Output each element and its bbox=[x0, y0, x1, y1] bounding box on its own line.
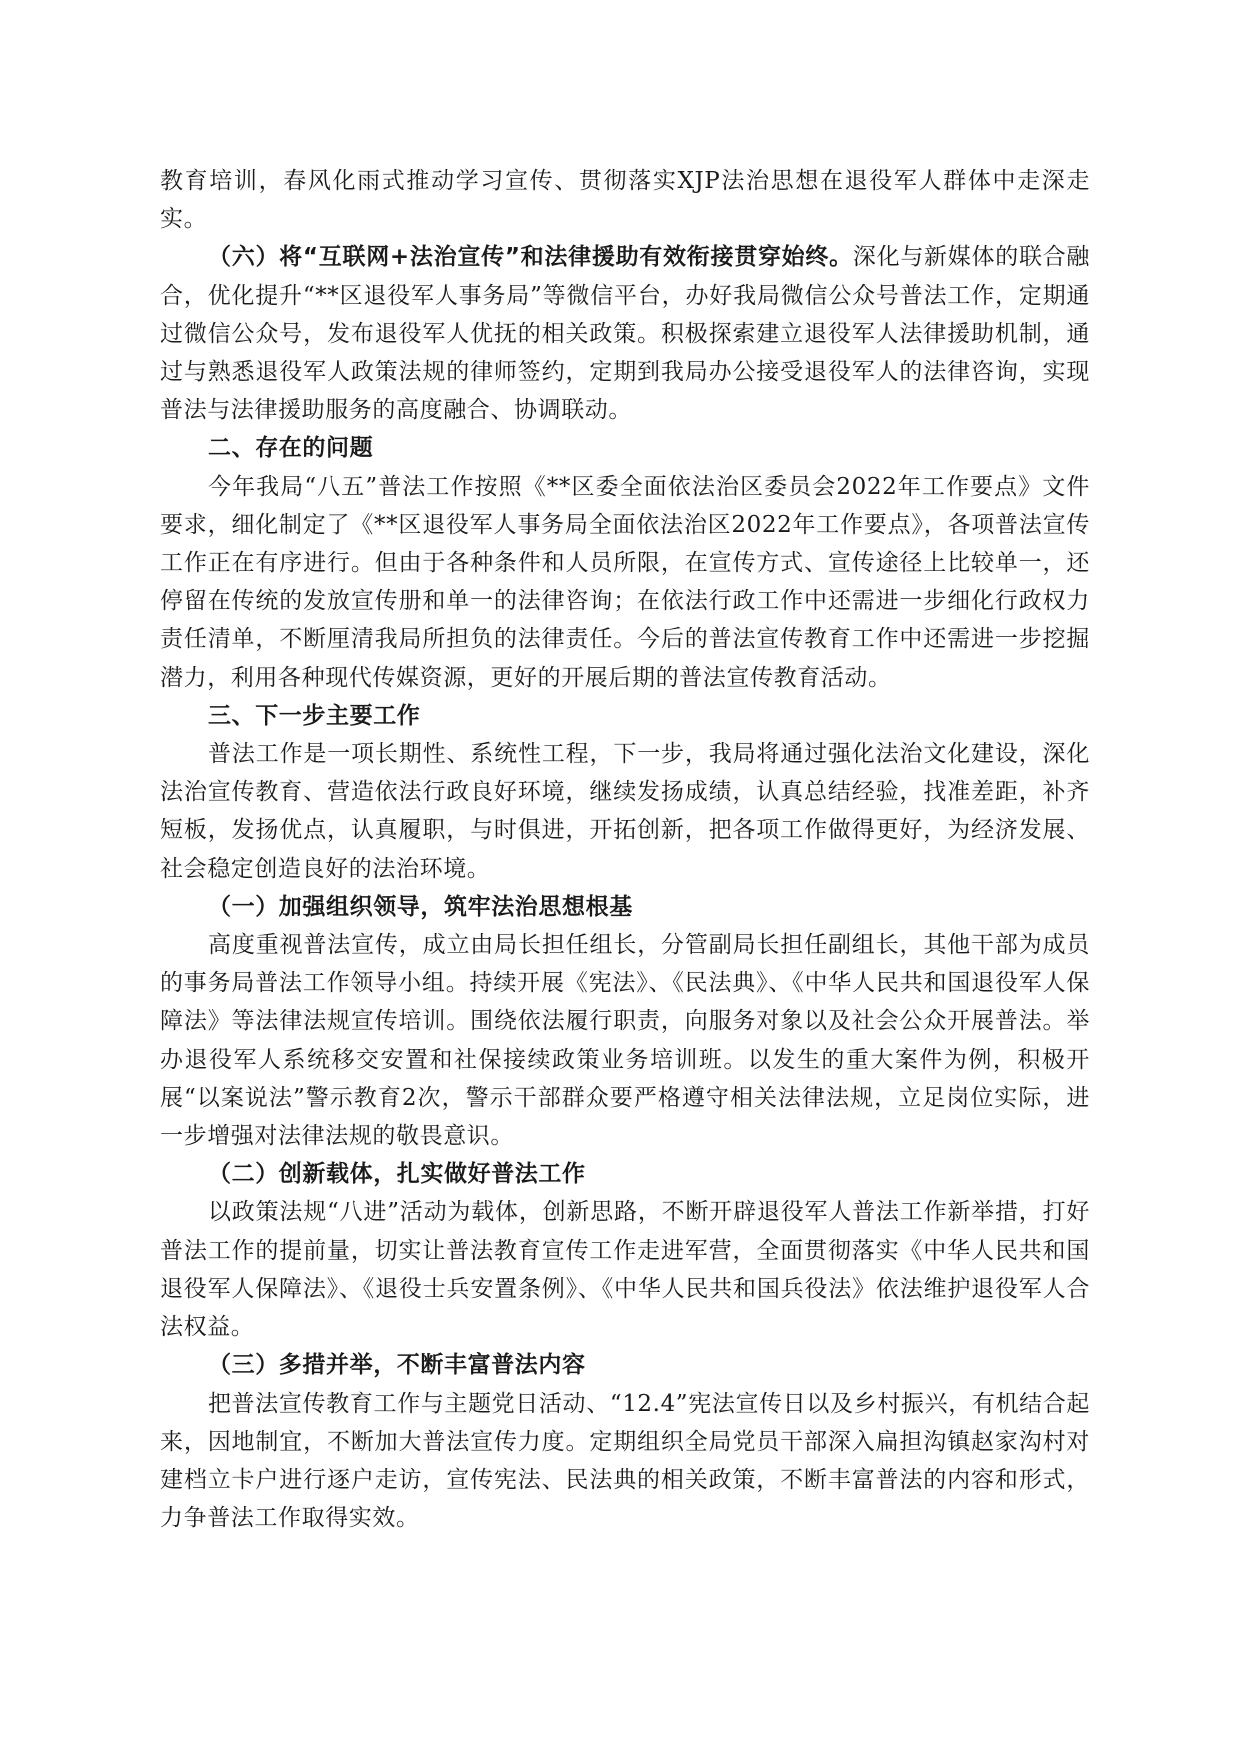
item-six-lead: （六）将“互联网+法治宣传”和法律援助有效衔接贯穿始终。 bbox=[208, 244, 853, 271]
sub-two-paragraph: 以政策法规“八进”活动为载体，创新思路，不断开辟退役军人普法工作新举措，打好普法工作的提前量，切实让普法教育宣传工作走进军营，全面贯彻落实《中华人民共和国退役军人保障法》、《退役士兵安置条例》、《中华人民共和国兵役法》依法维护退役军人合法权益。 bbox=[160, 1199, 1090, 1341]
document-page bbox=[160, 162, 1090, 1537]
item-six-body: 深化与新媒体的联合融合，优化提升“**区退役军人事务局”等微信平台，办好我局微信公众号普法工作，定期通过微信公众号，发布退役军人优抚的相关政策。积极探索建立退役军人法律援助机制，通过与熟悉退役军人政策法规的律师签约，定期到我局办公接受退役军人的法律咨询，实现普法与法律援助服务的高度融合、协调联动。 bbox=[160, 244, 1090, 424]
continued-paragraph: 教育培训，春风化雨式推动学习宣传、贯彻落实XJP法治思想在退役军人群体中走深走实。 bbox=[160, 168, 1090, 233]
item-six-paragraph bbox=[160, 238, 1090, 429]
section-two-paragraph: 今年我局“八五”普法工作按照《**区委全面依法治区委员会2022年工作要点》文件要求，细化制定了《**区退役军人事务局全面依法治区2022年工作要点》，各项普法宣传工作正在有序进行。但由于各种条件和人员所限，在宣传方式、宣传途径上比较单一，还停留在传统的发放宣传册和单一的法律咨询；在依法行政工作中还需进一步细化行政权力责任清单，不断厘清我局所担负的法律责任。今后的普法宣传教育工作中还需进一步挖掘潜力，利用各种现代传媒资源，更好的开展后期的普法宣传教育活动。 bbox=[160, 473, 1090, 691]
sub-two-heading: （二）创新载体，扎实做好普法工作 bbox=[208, 1161, 586, 1188]
sub-three-paragraph: 把普法宣传教育工作与主题党日活动、“12.4”宪法宣传日以及乡村振兴，有机结合起来，因地制宜，不断加大普法宣传力度。定期组织全局党员干部深入扁担沟镇赵家沟村对建档立卡户进行逐户走访，宣传宪法、民法典的相关政策，不断丰富普法的内容和形式，力争普法工作取得实效。 bbox=[160, 1390, 1090, 1532]
section-three-paragraph: 普法工作是一项长期性、系统性工程，下一步，我局将通过强化法治文化建设，深化法治宣传教育、营造依法行政良好环境，继续发扬成绩，认真总结经验，找准差距，补齐短板，发扬优点，认真履职，与时俱进，开拓创新，把各项工作做得更好，为经济发展、社会稳定创造良好的法治环境。 bbox=[160, 741, 1090, 882]
section-three-heading: 三、下一步主要工作 bbox=[208, 702, 421, 729]
sub-one-paragraph: 高度重视普法宣传，成立由局长担任组长，分管副局长担任副组长，其他干部为成员的事务局普法工作领导小组。持续开展《宪法》、《民法典》、《中华人民共和国退役军人保障法》等法律法规宣传培训。围绕依法履行职责，向服务对象以及社会公众开展普法。举办退役军人系统移交安置和社保接续政策业务培训班。以发生的重大案件为例，积极开展“以案说法”警示教育2次，警示干部群众要严格遵守相关法律法规，立足岗位实际，进一步增强对法律法规的敬畏意识。 bbox=[160, 932, 1090, 1150]
sub-three-heading: （三）多措并举，不断丰富普法内容 bbox=[208, 1352, 586, 1379]
sub-one-heading: （一）加强组织领导，筑牢法治思想根基 bbox=[208, 893, 633, 920]
section-two-heading: 二、存在的问题 bbox=[208, 435, 374, 462]
